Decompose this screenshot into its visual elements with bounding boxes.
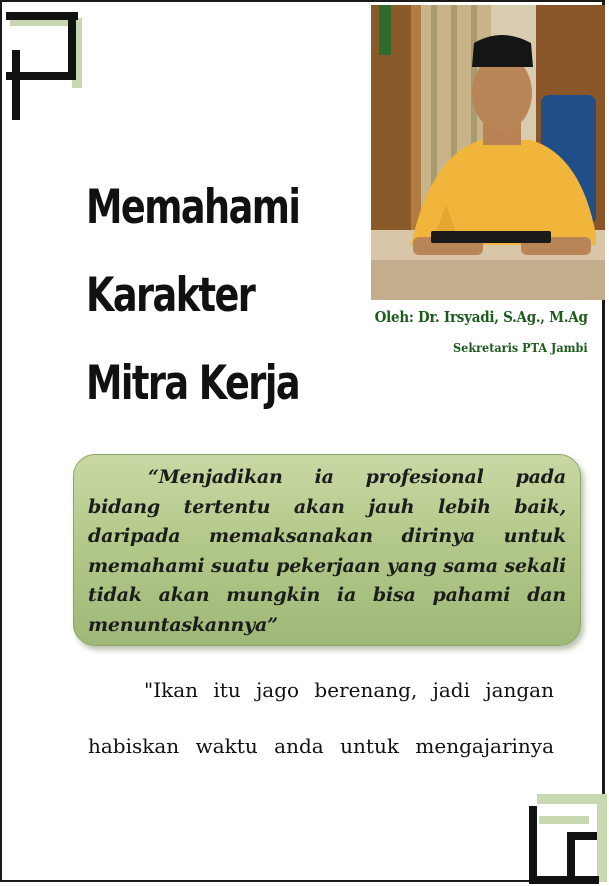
author-name: Oleh: Dr. Irsyadi, S.Ag., M.Ag <box>375 308 588 326</box>
body-paragraph-line-2: habiskan waktu anda untuk mengajarinya <box>88 734 554 758</box>
author-byline <box>351 308 588 355</box>
pull-quote-box <box>73 454 581 646</box>
title-line-2: Karakter <box>86 268 255 323</box>
corner-ornament-top-left <box>6 10 86 120</box>
title-line-1: Memahami <box>86 180 300 235</box>
article-title <box>86 164 300 428</box>
corner-ornament-bottom-right <box>527 792 609 884</box>
pull-quote-text: “Menjadikan ia profesional pada bidang tertentu akan jauh lebih baik, daripada memaksanakan dirinya untuk memahami suatu pekerjaan yang sama sekali tidak akan mungkin ia bisa pahami dan menuntaskannya” <box>88 466 566 636</box>
author-role: Sekretaris PTA Jambi <box>453 340 588 355</box>
author-photo <box>371 5 605 300</box>
body-paragraph-line-1: "Ikan itu jago berenang, jadi jangan <box>144 678 554 702</box>
title-line-3: Mitra Kerja <box>86 356 300 411</box>
